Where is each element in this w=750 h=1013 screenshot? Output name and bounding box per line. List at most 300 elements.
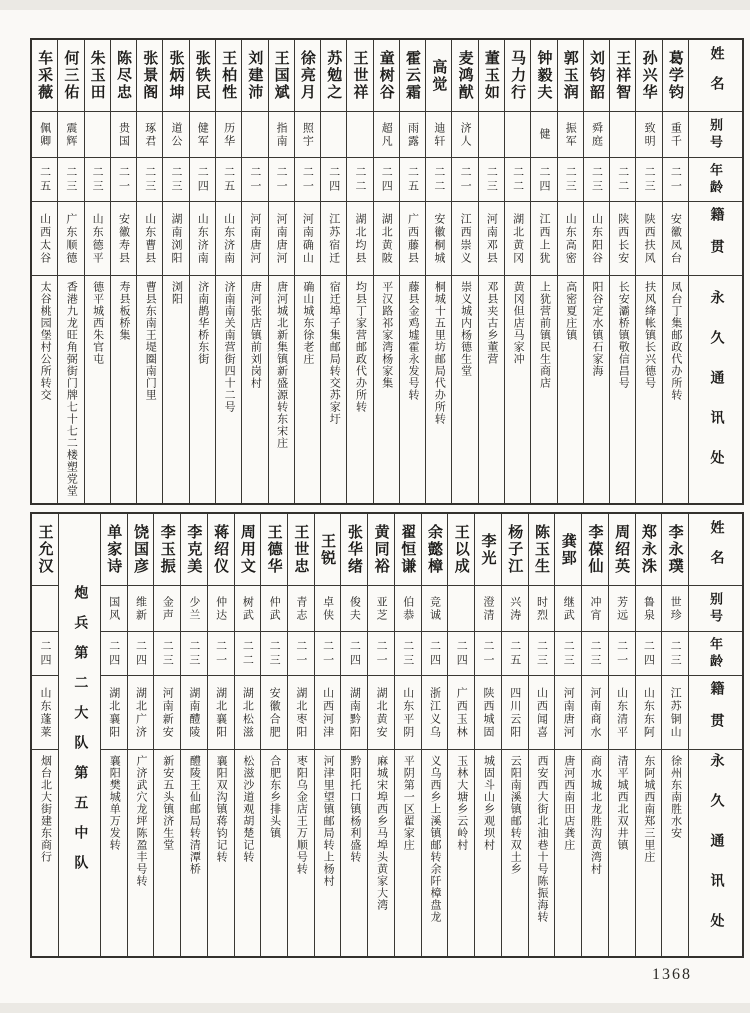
person-column	[635, 40, 661, 503]
header-column	[688, 40, 742, 503]
unit-label-column	[58, 514, 100, 956]
person-column	[557, 40, 583, 503]
person-native-place: 湖北均县	[347, 202, 372, 276]
person-age: 二五	[32, 158, 57, 202]
person-column	[662, 40, 688, 503]
person-alias: 健军	[190, 112, 215, 158]
person-column	[346, 40, 372, 503]
header-name: 姓名	[689, 514, 742, 586]
person-name: 孙兴华	[636, 40, 661, 112]
person-address: 唐河张店镇前刘岗村	[249, 281, 262, 389]
person-address: 长安灞桥镇敬信昌号	[617, 281, 630, 389]
person-alias: 兴涛	[502, 586, 528, 632]
person-column	[581, 514, 608, 956]
person-age: 二三	[181, 632, 207, 676]
person-column	[215, 40, 241, 503]
person-alias: 澄清	[475, 586, 501, 632]
person-address: 城固斗山乡观坝村	[482, 755, 495, 851]
person-native-place: 湖北松滋	[235, 676, 261, 750]
person-age: 二四	[374, 158, 399, 202]
person-address: 均县丁家营邮政代办所转	[354, 281, 367, 413]
person-name: 张炳坤	[163, 40, 188, 112]
person-name: 王锐	[315, 514, 341, 586]
person-address: 平汉路祁家湾杨家集	[380, 281, 393, 389]
person-column	[451, 40, 477, 503]
person-column	[399, 40, 425, 503]
person-name: 周绍英	[609, 514, 635, 586]
person-alias: 冲宵	[582, 586, 608, 632]
person-address: 合肥东乡排头镇	[268, 755, 281, 839]
person-age: 二三	[58, 158, 83, 202]
person-column	[528, 514, 555, 956]
person-age: 二一	[315, 632, 341, 676]
header-name: 姓名	[689, 40, 742, 112]
person-alias: 树武	[235, 586, 261, 632]
person-column	[501, 514, 528, 956]
person-alias: 迪轩	[426, 112, 451, 158]
person-name: 饶国彦	[128, 514, 154, 586]
person-name: 霍云霜	[400, 40, 425, 112]
person-age: 二三	[137, 158, 162, 202]
person-column	[110, 40, 136, 503]
person-age: 二三	[662, 632, 688, 676]
person-address: 确山城东徐老庄	[301, 281, 314, 365]
person-column	[320, 40, 346, 503]
person-name: 刘建沛	[242, 40, 267, 112]
person-alias: 竞诚	[422, 586, 448, 632]
person-native-place: 山东济南	[190, 202, 215, 276]
person-name: 麦鸿猷	[452, 40, 477, 112]
person-name: 钟毅夫	[531, 40, 556, 112]
person-age: 二一	[208, 632, 234, 676]
person-native-place: 河南确山	[295, 202, 320, 276]
person-alias: 卓侠	[315, 586, 341, 632]
person-native-place: 江西崇义	[452, 202, 477, 276]
person-column	[189, 40, 215, 503]
person-alias: 继武	[555, 586, 581, 632]
person-column	[207, 514, 234, 956]
person-age: 二一	[269, 158, 294, 202]
person-alias: 佩卿	[32, 112, 57, 158]
person-age: 二五	[216, 158, 241, 202]
person-address: 平阴第一区翟家庄	[402, 755, 415, 851]
person-alias: 震辉	[58, 112, 83, 158]
person-native-place: 广东顺德	[58, 202, 83, 276]
person-native-place: 河南商水	[582, 676, 608, 750]
person-address: 义乌西乡上溪镇邮转余阡樟盘龙	[429, 755, 442, 923]
person-age: 二一	[368, 632, 394, 676]
person-alias: 超凡	[374, 112, 399, 158]
person-age: 二一	[452, 158, 477, 202]
person-age: 二三	[636, 158, 661, 202]
person-address: 高密夏庄镇	[564, 281, 577, 341]
person-alias: 道公	[163, 112, 188, 158]
person-age: 二三	[479, 158, 504, 202]
person-native-place: 广西藤县	[400, 202, 425, 276]
person-native-place: 山东清平	[609, 676, 635, 750]
person-age: 二四	[321, 158, 346, 202]
person-address: 清平城西北双井镇	[616, 755, 629, 851]
person-address: 浏阳	[170, 281, 183, 305]
person-age: 二四	[448, 632, 474, 676]
person-age: 二二	[505, 158, 530, 202]
person-native-place: 河南唐河	[555, 676, 581, 750]
person-alias: 国风	[101, 586, 127, 632]
person-age: 二四	[636, 632, 662, 676]
person-address: 麻城宋埠西乡马埠头黄家大湾	[375, 755, 388, 911]
person-name: 车采薇	[32, 40, 57, 112]
person-native-place: 山东德平	[85, 202, 110, 276]
person-address: 枣阳乌金店王万顺号转	[295, 755, 308, 875]
person-age: 二三	[582, 632, 608, 676]
person-column	[474, 514, 501, 956]
person-alias: 青志	[288, 586, 314, 632]
person-address: 醴陵王仙邮局转清潭桥	[188, 755, 201, 875]
person-native-place: 陕西城固	[475, 676, 501, 750]
person-address: 凤台丁集邮政代办所转	[669, 281, 682, 401]
person-column	[84, 40, 110, 503]
person-address: 烟台北大街建东商行	[39, 755, 52, 863]
person-native-place: 浙江义乌	[422, 676, 448, 750]
person-native-place: 江苏宿迁	[321, 202, 346, 276]
person-address: 藤县金鸡墟霍永发号转	[407, 281, 420, 401]
person-name: 郭玉润	[558, 40, 583, 112]
person-native-place: 陕西扶风	[636, 202, 661, 276]
person-column	[314, 514, 341, 956]
person-name: 王世祥	[347, 40, 372, 112]
person-name: 苏勉之	[321, 40, 346, 112]
person-column	[367, 514, 394, 956]
header-age: 年龄	[689, 158, 742, 202]
person-column	[447, 514, 474, 956]
person-address: 西安西大街北油巷十号陈振海转	[535, 755, 548, 923]
header-alias: 别号	[689, 112, 742, 158]
person-alias: 健	[531, 112, 556, 158]
person-native-place: 陕西长安	[610, 202, 635, 276]
person-address: 襄阳双沟镇蒋钧记转	[215, 755, 228, 863]
header-native-place: 籍贯	[689, 202, 742, 276]
person-address: 太谷桃园堡村公所转交	[39, 281, 52, 401]
header-native-place: 籍贯	[689, 676, 742, 750]
person-alias: 维新	[128, 586, 154, 632]
person-name: 杨子江	[502, 514, 528, 586]
person-alias	[85, 112, 110, 158]
person-native-place: 江西上犹	[531, 202, 556, 276]
page-number: 1368	[652, 966, 692, 983]
person-native-place: 四川云阳	[502, 676, 528, 750]
person-address: 上犹营前镇民生商店	[538, 281, 551, 389]
person-alias: 金声	[154, 586, 180, 632]
person-name: 葛学钧	[663, 40, 688, 112]
person-address: 新安五头镇济生堂	[161, 755, 174, 851]
person-column	[162, 40, 188, 503]
person-name: 翟恒谦	[395, 514, 421, 586]
header-address: 永久通讯处	[708, 753, 724, 953]
person-name: 蒋绍仪	[208, 514, 234, 586]
person-alias: 俊夫	[341, 586, 367, 632]
person-name: 刘钧韶	[584, 40, 609, 112]
person-column	[136, 40, 162, 503]
person-native-place: 湖北广济	[128, 676, 154, 750]
person-column	[608, 514, 635, 956]
person-name: 李光	[475, 514, 501, 586]
person-age: 二四	[101, 632, 127, 676]
header-address: 永久通讯处	[708, 289, 724, 490]
person-address: 桐城十五里坊邮局代办所转	[433, 281, 446, 425]
person-address: 香港九龙旺角弼街门牌七十七二楼塑党堂	[65, 281, 78, 497]
person-address: 唐河西南田店龚庄	[562, 755, 575, 851]
person-native-place: 安徽合肥	[261, 676, 287, 750]
person-native-place: 山东蓬莱	[32, 676, 58, 750]
person-name: 龚郢	[555, 514, 581, 586]
person-alias: 舜庭	[584, 112, 609, 158]
person-age: 二三	[584, 158, 609, 202]
person-address: 邓县夹古乡董营	[485, 281, 498, 365]
person-column	[241, 40, 267, 503]
person-native-place: 山西太谷	[32, 202, 57, 276]
person-native-place: 河南邓县	[479, 202, 504, 276]
person-name: 李克美	[181, 514, 207, 586]
person-name: 周用文	[235, 514, 261, 586]
header-age: 年龄	[689, 632, 742, 676]
person-name: 王祥智	[610, 40, 635, 112]
person-column	[57, 40, 83, 503]
person-native-place: 湖北襄阳	[101, 676, 127, 750]
person-name: 王以成	[448, 514, 474, 586]
person-native-place: 安徽寿县	[111, 202, 136, 276]
person-age: 二一	[609, 632, 635, 676]
person-age: 二三	[529, 632, 555, 676]
person-name: 董玉如	[479, 40, 504, 112]
person-column	[635, 514, 662, 956]
person-native-place: 山东东阿	[636, 676, 662, 750]
person-age: 二三	[154, 632, 180, 676]
person-native-place: 山东平阴	[395, 676, 421, 750]
person-alias	[479, 112, 504, 158]
person-address: 云阳南溪镇邮转双土乡	[509, 755, 522, 875]
person-alias: 济人	[452, 112, 477, 158]
person-column	[373, 40, 399, 503]
person-age: 二二	[426, 158, 451, 202]
person-column	[153, 514, 180, 956]
person-age: 二一	[242, 158, 267, 202]
person-alias: 贵国	[111, 112, 136, 158]
person-age: 二五	[400, 158, 425, 202]
scan-artifact-bottom	[0, 1003, 750, 1013]
person-age: 二四	[531, 158, 556, 202]
person-name: 陈玉生	[529, 514, 555, 586]
person-native-place: 湖北黄冈	[505, 202, 530, 276]
person-native-place: 山东阳谷	[584, 202, 609, 276]
person-column	[394, 514, 421, 956]
person-native-place: 江苏铜山	[662, 676, 688, 750]
person-alias: 历华	[216, 112, 241, 158]
person-native-place: 山东济南	[216, 202, 241, 276]
person-alias	[505, 112, 530, 158]
person-address: 玉林大塘乡云岭村	[455, 755, 468, 851]
person-native-place: 河南唐河	[242, 202, 267, 276]
person-name: 马力行	[505, 40, 530, 112]
person-alias	[242, 112, 267, 158]
person-name: 张华绪	[341, 514, 367, 586]
person-alias: 振军	[558, 112, 583, 158]
person-column	[340, 514, 367, 956]
person-column	[127, 514, 154, 956]
person-column	[583, 40, 609, 503]
person-name: 何三佑	[58, 40, 83, 112]
person-name: 王世忠	[288, 514, 314, 586]
person-address: 广济武穴龙坪陈盈丰号转	[134, 755, 147, 887]
person-address: 寿县板桥集	[117, 281, 130, 341]
person-alias: 鲁泉	[636, 586, 662, 632]
person-name: 张铁民	[190, 40, 215, 112]
person-name: 徐亮月	[295, 40, 320, 112]
person-alias: 指南	[269, 112, 294, 158]
person-address: 商水城北龙胜沟黄湾村	[589, 755, 602, 875]
person-alias: 琢君	[137, 112, 162, 158]
person-alias	[32, 586, 58, 632]
person-address: 东阿城西南郑三里庄	[642, 755, 655, 863]
person-alias	[321, 112, 346, 158]
header-column	[688, 514, 742, 956]
person-native-place: 山西河津	[315, 676, 341, 750]
person-alias	[347, 112, 372, 158]
roster-table-bottom	[30, 512, 744, 958]
person-alias: 世珍	[662, 586, 688, 632]
person-alias: 仲达	[208, 586, 234, 632]
person-name: 王德华	[261, 514, 287, 586]
person-native-place: 湖北黄安	[368, 676, 394, 750]
person-column	[180, 514, 207, 956]
person-name: 余懿樟	[422, 514, 448, 586]
person-address: 黔阳托口镇杨利盛转	[348, 755, 361, 863]
person-column	[234, 514, 261, 956]
person-column	[530, 40, 556, 503]
person-age: 二五	[502, 632, 528, 676]
person-alias	[610, 112, 635, 158]
person-column	[260, 514, 287, 956]
person-alias: 伯恭	[395, 586, 421, 632]
person-address: 松滋沙道观胡楚记转	[241, 755, 254, 863]
person-age: 二一	[295, 158, 320, 202]
person-address: 唐河城北新集镇新盛源转东宋庄	[275, 281, 288, 449]
person-address: 扶风绛帐镇长兴德号	[643, 281, 656, 389]
person-name: 李葆仙	[582, 514, 608, 586]
person-native-place: 湖南浏阳	[163, 202, 188, 276]
person-native-place: 河南唐河	[269, 202, 294, 276]
person-native-place: 山东高密	[558, 202, 583, 276]
person-name: 王国斌	[269, 40, 294, 112]
person-age: 二四	[190, 158, 215, 202]
person-column	[268, 40, 294, 503]
person-column	[609, 40, 635, 503]
person-alias: 亚芝	[368, 586, 394, 632]
person-column	[287, 514, 314, 956]
person-age: 二一	[111, 158, 136, 202]
person-address: 河津里望镇邮局转上杨村	[322, 755, 335, 887]
person-address: 济南南关南营街四十二号	[223, 281, 236, 413]
person-name: 朱玉田	[85, 40, 110, 112]
person-address: 宿迁埠子集邮局转交苏家圩	[328, 281, 341, 425]
person-alias: 照宇	[295, 112, 320, 158]
person-name: 王允汉	[32, 514, 58, 586]
person-age: 二二	[347, 158, 372, 202]
roster-table-top	[30, 38, 744, 505]
person-alias: 少兰	[181, 586, 207, 632]
person-column	[32, 514, 58, 956]
person-age: 二一	[288, 632, 314, 676]
person-column	[421, 514, 448, 956]
person-native-place: 湖北枣阳	[288, 676, 314, 750]
person-alias: 仲武	[261, 586, 287, 632]
person-column	[32, 40, 57, 503]
person-native-place: 河南新安	[154, 676, 180, 750]
person-column	[425, 40, 451, 503]
person-address: 济南鹊华桥东街	[196, 281, 209, 365]
person-column	[504, 40, 530, 503]
person-alias: 重千	[663, 112, 688, 158]
person-native-place: 山东曹县	[137, 202, 162, 276]
scan-artifact-top	[0, 0, 750, 10]
person-age: 二三	[163, 158, 188, 202]
person-alias: 雨露	[400, 112, 425, 158]
person-address: 德平城西朱官屯	[91, 281, 104, 365]
person-name: 李永璞	[662, 514, 688, 586]
person-address: 阳谷定水镇石家海	[591, 281, 604, 377]
person-name: 单家诗	[101, 514, 127, 586]
person-alias: 芳远	[609, 586, 635, 632]
person-alias	[448, 586, 474, 632]
person-address: 崇义城内杨德生堂	[459, 281, 472, 377]
person-name: 黄同裕	[368, 514, 394, 586]
person-name: 张景阁	[137, 40, 162, 112]
person-alias: 时烈	[529, 586, 555, 632]
person-age: 二一	[475, 632, 501, 676]
person-address: 徐州东南胜水安	[669, 755, 682, 839]
unit-label: 炮兵第二大队第五中队	[72, 585, 88, 885]
person-age: 二二	[610, 158, 635, 202]
person-name: 童树谷	[374, 40, 399, 112]
person-address: 黄冈但店马家冲	[512, 281, 525, 365]
person-age: 二三	[558, 158, 583, 202]
person-age: 二一	[663, 158, 688, 202]
person-age: 二三	[395, 632, 421, 676]
person-age: 二四	[128, 632, 154, 676]
person-native-place: 湖北黄陂	[374, 202, 399, 276]
person-column	[661, 514, 688, 956]
person-age: 二二	[235, 632, 261, 676]
person-address: 襄阳樊城单万发转	[108, 755, 121, 851]
person-age: 二四	[422, 632, 448, 676]
person-native-place: 湖南黔阳	[341, 676, 367, 750]
person-age: 二三	[555, 632, 581, 676]
person-address: 曹县东南王堤圈南门里	[144, 281, 157, 401]
person-column	[294, 40, 320, 503]
person-name: 李玉振	[154, 514, 180, 586]
person-age: 二四	[32, 632, 58, 676]
person-name: 郑永洙	[636, 514, 662, 586]
person-name: 王柏性	[216, 40, 241, 112]
person-native-place: 安徽凤台	[663, 202, 688, 276]
person-native-place: 湖北襄阳	[208, 676, 234, 750]
person-native-place: 广西玉林	[448, 676, 474, 750]
person-alias: 致明	[636, 112, 661, 158]
person-native-place: 山西闻喜	[529, 676, 555, 750]
person-age: 二四	[341, 632, 367, 676]
header-alias: 别号	[689, 586, 742, 632]
person-column	[478, 40, 504, 503]
person-column	[100, 514, 127, 956]
